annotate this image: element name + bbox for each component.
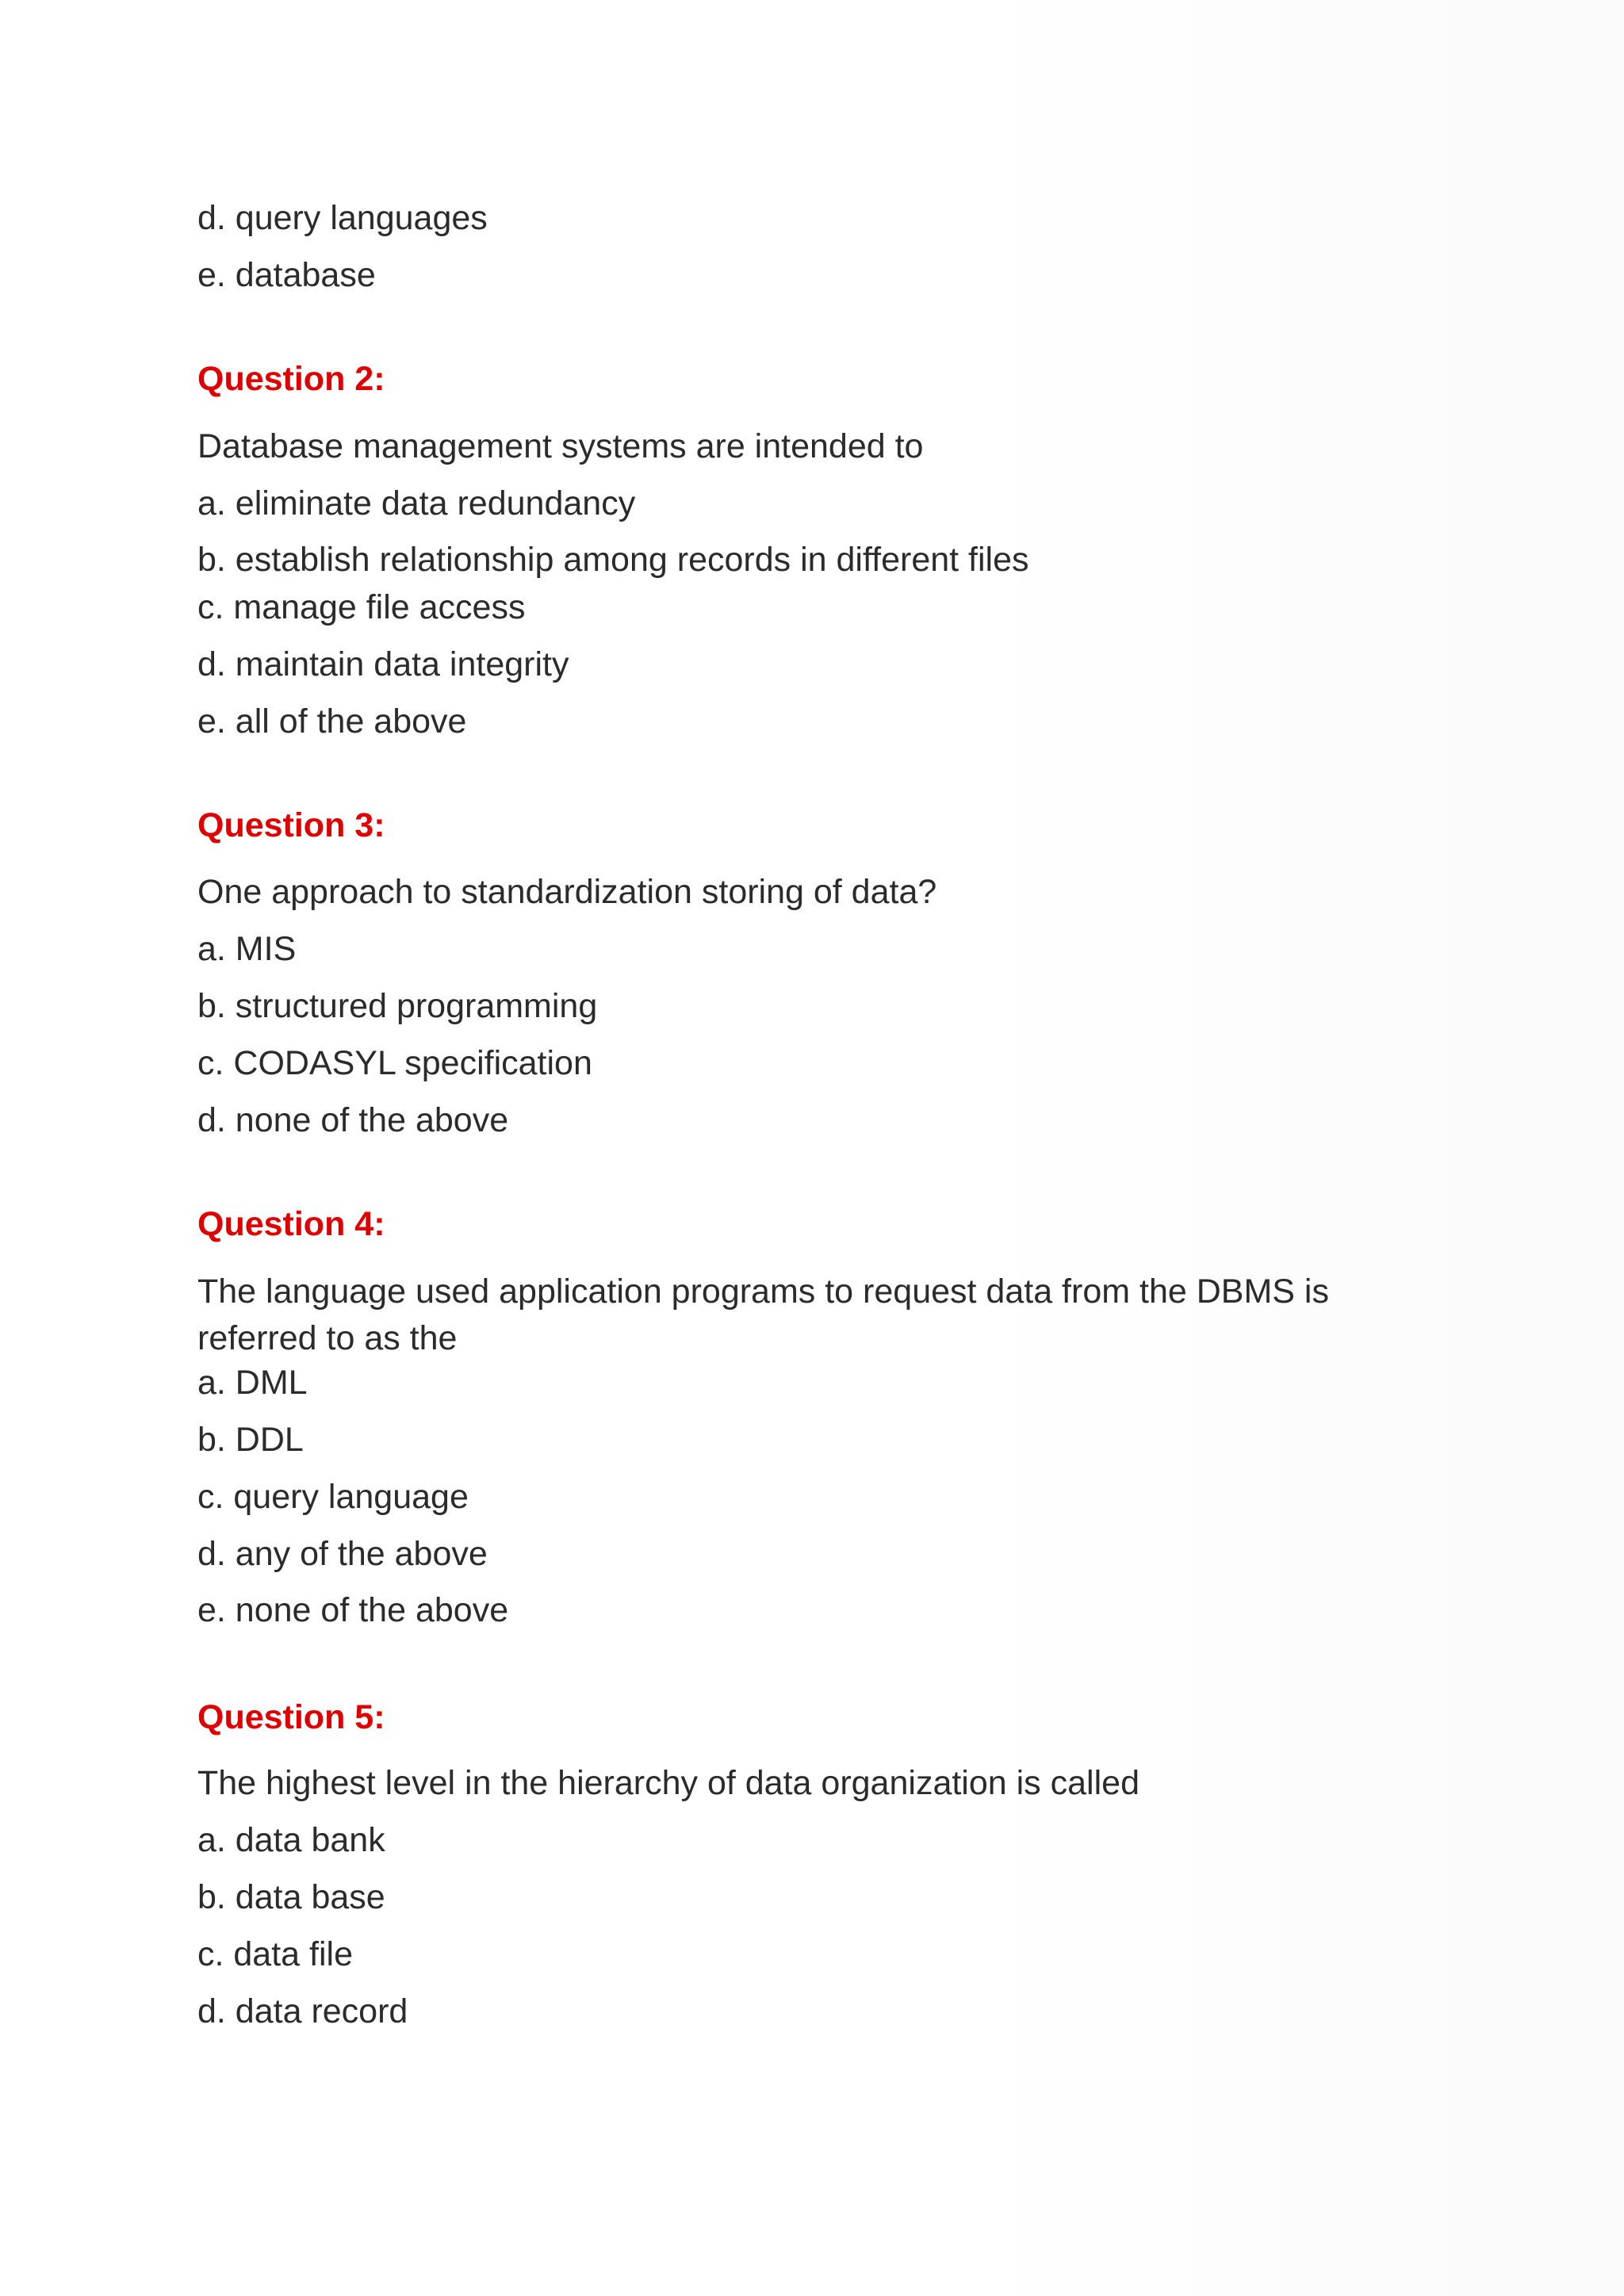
question-3-heading: Question 3: [197, 806, 385, 844]
question-2-option-d: d. maintain data integrity [197, 645, 569, 683]
question-4-stem-line-2: referred to as the [197, 1319, 458, 1357]
question-4-option-c: c. query language [197, 1478, 469, 1516]
question-5-option-a: a. data bank [197, 1821, 385, 1859]
question-5-heading: Question 5: [197, 1698, 385, 1736]
question-5-option-d: d. data record [197, 1992, 408, 2030]
question-2-option-a: a. eliminate data redundancy [197, 484, 636, 522]
question-3-option-a: a. MIS [197, 930, 297, 968]
question-4-option-a: a. DML [197, 1364, 308, 1402]
question-5-option-b: b. data base [197, 1878, 385, 1916]
q1-option-e: e. database [197, 256, 376, 294]
question-3-option-c: c. CODASYL specification [197, 1044, 592, 1082]
question-4-heading: Question 4: [197, 1205, 385, 1243]
question-3-stem: One approach to standardization storing of data? [197, 873, 937, 911]
question-2-option-c: c. manage file access [197, 588, 526, 626]
question-2-option-b: b. establish relationship among records in different files [197, 541, 1029, 579]
q1-option-d: d. query languages [197, 199, 488, 237]
question-3-option-d: d. none of the above [197, 1101, 509, 1139]
question-4-option-d: d. any of the above [197, 1535, 488, 1573]
question-3-option-b: b. structured programming [197, 987, 598, 1025]
question-4-option-e: e. none of the above [197, 1591, 509, 1629]
question-5-option-c: c. data file [197, 1935, 353, 1973]
question-4-option-b: b. DDL [197, 1421, 304, 1459]
question-2-stem: Database management systems are intended to [197, 427, 924, 465]
question-2-heading: Question 2: [197, 360, 385, 398]
question-2-option-e: e. all of the above [197, 702, 467, 740]
question-4-stem-line-1: The language used application programs to request data from the DBMS is [197, 1272, 1329, 1311]
question-5-stem: The highest level in the hierarchy of data organization is called [197, 1764, 1139, 1802]
